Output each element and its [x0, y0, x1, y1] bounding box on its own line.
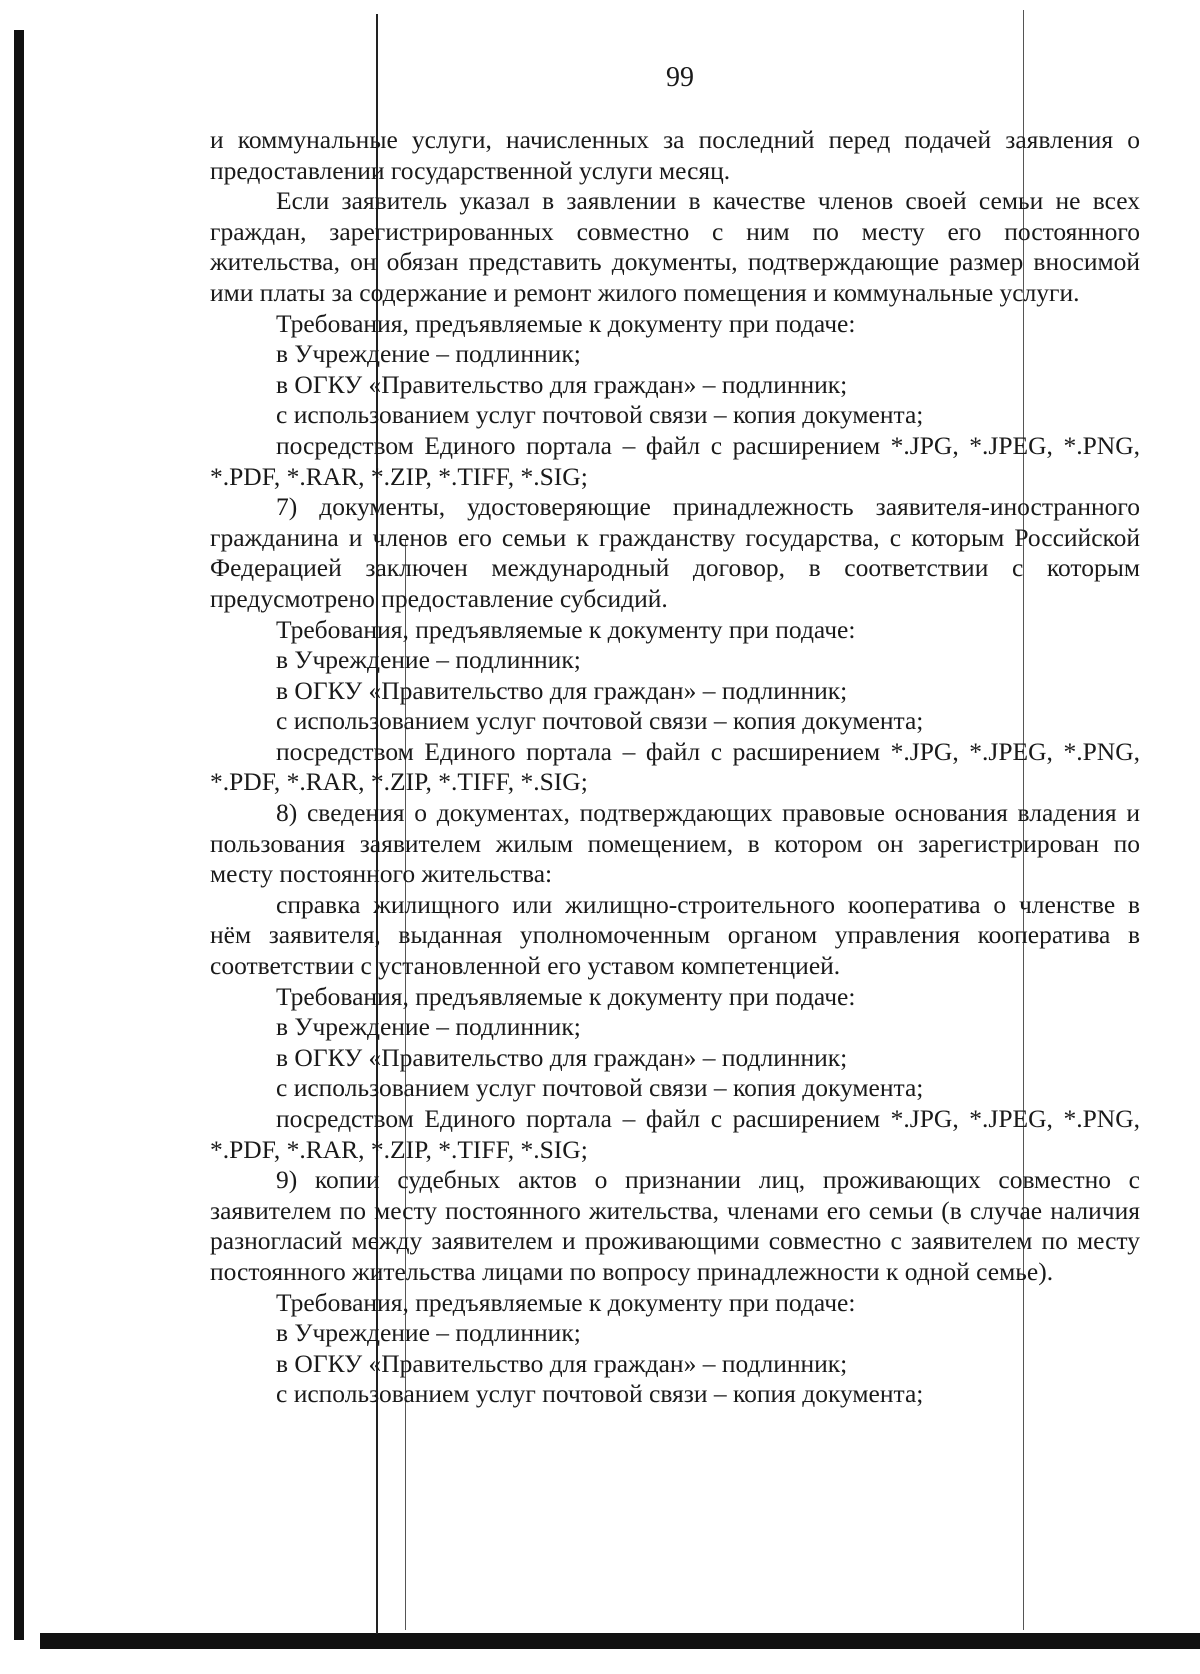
paragraph: Требования, предъявляемые к документу при подаче: — [276, 981, 856, 1011]
paragraph: в ОГКУ «Правительство для граждан» – подлинник; — [276, 1348, 848, 1378]
paragraph: с использованием услуг почтовой связи – копия документа; — [276, 1073, 924, 1103]
paragraph: посредством Единого портала – файл с расширением *.JPG, *.JPEG, *.PNG, *.PDF, *.RAR, *.ZIP, *.TIFF, *.SIG; — [210, 430, 1140, 491]
paragraph: с использованием услуг почтовой связи – копия документа; — [276, 400, 924, 430]
paragraph: в ОГКУ «Правительство для граждан» – подлинник; — [276, 369, 848, 399]
paragraph: с использованием услуг почтовой связи – копия документа; — [276, 1379, 924, 1409]
paragraph: справка жилищного или жилищно-строительного кооператива о членстве в нём заявителя, выданная уполномоченным органом управления кооператива в соответствии с установленной его уставом компетенцией. — [210, 889, 1140, 981]
paragraph: с использованием услуг почтовой связи – копия документа; — [276, 706, 924, 736]
paragraph: 8) сведения о документах, подтверждающих правовые основания владения и пользования заявителем жилым помещением, в котором он зарегистрирован по месту постоянного жительства: — [210, 798, 1140, 889]
paragraph: в ОГКУ «Правительство для граждан» – подлинник; — [276, 675, 848, 705]
paragraph: в Учреждение – подлинник; — [276, 645, 581, 675]
paragraph: в Учреждение – подлинник; — [276, 1318, 581, 1348]
paragraph: Требования, предъявляемые к документу при подаче: — [276, 614, 856, 644]
scan-border-bottom — [40, 1633, 1200, 1649]
paragraph: Если заявитель указал в заявлении в качестве членов своей семьи не всех граждан, зарегистрированных совместно с ним по месту его постоянного жительства, он обязан представить документы, подтверждающие размер вносимой ими платы за содержание и ремонт жилого помещения и коммунальные услуги. — [210, 186, 1140, 307]
paragraph: в Учреждение – подлинник; — [276, 1012, 581, 1042]
paragraph: посредством Единого портала – файл с расширением *.JPG, *.JPEG, *.PNG, *.PDF, *.RAR, *.ZIP, *.TIFF, *.SIG; — [210, 736, 1140, 797]
paragraph: Требования, предъявляемые к документу при подаче: — [276, 308, 856, 338]
paragraph: и коммунальные услуги, начисленных за последний перед подачей заявления о предоставлении государственной услуги месяц. — [210, 125, 1140, 185]
paragraph: 9) копии судебных актов о признании лиц, проживающих совместно с заявителем по месту постоянного жительства, членами его семьи (в случае наличия разногласий между заявителем и проживающими совместно с заявителем по месту постоянного жительства лицами по вопросу принадлежности к одной семье). — [210, 1165, 1140, 1286]
scan-border-left — [14, 30, 24, 1640]
paragraph: в ОГКУ «Правительство для граждан» – подлинник; — [276, 1042, 848, 1072]
paragraph: Требования, предъявляемые к документу при подаче: — [276, 1287, 856, 1317]
paragraph: посредством Единого портала – файл с расширением *.JPG, *.JPEG, *.PNG, *.PDF, *.RAR, *.ZIP, *.TIFF, *.SIG; — [210, 1104, 1140, 1164]
paragraph: в Учреждение – подлинник; — [276, 339, 581, 369]
document-body — [210, 125, 1140, 1410]
page-number: 99 — [666, 62, 694, 93]
paragraph: 7) документы, удостоверяющие принадлежность заявителя-иностранного гражданина и членов его семьи к гражданству государства, с которым Российской Федерацией заключен международный договор, в соответствии с которым предусмотрено предоставление субсидий. — [210, 492, 1140, 613]
